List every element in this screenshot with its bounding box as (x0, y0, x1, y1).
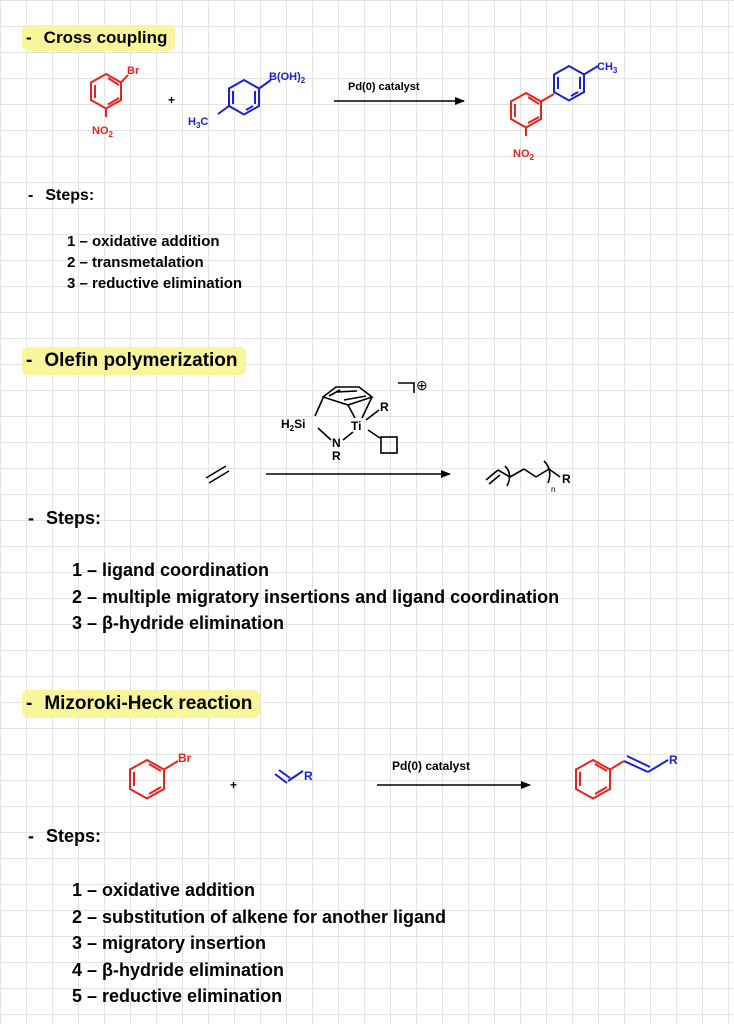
list-item: 3 – reductive elimination (67, 275, 243, 292)
cross-coupling-steps-list (67, 231, 242, 294)
list-item: 4 – β-hydride elimination (72, 959, 285, 980)
alkyl-r-label: R (380, 400, 389, 414)
olefin-polymerization-title-text: Olefin polymerization (44, 350, 238, 371)
plus-sign-1: + (168, 93, 176, 107)
olefin-steps-label: - Steps: (28, 508, 102, 528)
list-item: 1 – oxidative addition (72, 880, 256, 900)
bromobenzene-structure (130, 760, 178, 799)
polymer-r-label: R (562, 472, 571, 486)
mizoroki-heck-title: - Mizoroki-Heck reaction (22, 690, 260, 718)
cross-coupling-title: - Cross coupling (22, 25, 175, 51)
boronic-acid-label: $B(OH)_2$ (269, 71, 306, 85)
heck-steps-list (72, 877, 446, 1010)
cross-coupling-steps-label: - Steps: (28, 187, 95, 204)
nitrogen-label: N (332, 436, 341, 450)
list-item: 3 – migratory insertion (72, 933, 267, 953)
silyl-label: $H_2Si$ (281, 417, 306, 433)
br-label-heck: Br (178, 751, 192, 765)
amido-r-label: R (332, 449, 341, 463)
mizoroki-heck-title-text: Mizoroki-Heck reaction (44, 693, 253, 714)
list-item: 1 – oxidative addition (67, 233, 220, 250)
no2-label-product: $NO_2$ (513, 148, 534, 162)
repeat-n-label: n (551, 485, 556, 494)
bromonitrobenzene-structure (91, 74, 128, 117)
ethylene-structure (206, 466, 229, 483)
no2-label: $NO_2$ (92, 125, 113, 139)
tolylboronic-acid-structure (218, 80, 271, 115)
polyethylene-product-structure (486, 461, 560, 486)
list-item: 5 – reductive elimination (72, 986, 283, 1006)
alkene-r-label: R (304, 769, 313, 783)
list-item: 2 – multiple migratory insertions and ligand coordination (72, 586, 560, 607)
titanium-label: Ti (351, 419, 362, 433)
heck-steps-label: - Steps: (28, 826, 102, 846)
methyl-label-reactant: $H_3C$ (188, 116, 209, 130)
br-label: Br (127, 65, 140, 77)
list-item: 2 – substitution of alkene for another ligand (72, 906, 447, 927)
plus-sign-2: + (230, 778, 238, 792)
list-item: 3 – β-hydride elimination (72, 613, 285, 633)
cation-charge: ⊕ (416, 377, 428, 393)
cross-coupling-title-text: Cross coupling (43, 28, 168, 47)
styrene-product-structure (576, 756, 668, 799)
olefin-steps-list (72, 557, 559, 637)
constrained-geometry-catalyst (315, 383, 414, 453)
condition-label-1: Pd(0) catalyst (348, 81, 420, 93)
biaryl-product-structure (511, 66, 598, 136)
alkene-structure (275, 770, 303, 783)
list-item: 1 – ligand coordination (72, 560, 270, 580)
olefin-polymerization-title: - Olefin polymerization (22, 347, 246, 375)
methyl-label-product: $CH_3$ (597, 61, 618, 75)
list-item: 2 – transmetalation (67, 254, 204, 271)
condition-label-2: Pd(0) catalyst (392, 759, 471, 773)
styrene-r-label: R (669, 753, 678, 767)
